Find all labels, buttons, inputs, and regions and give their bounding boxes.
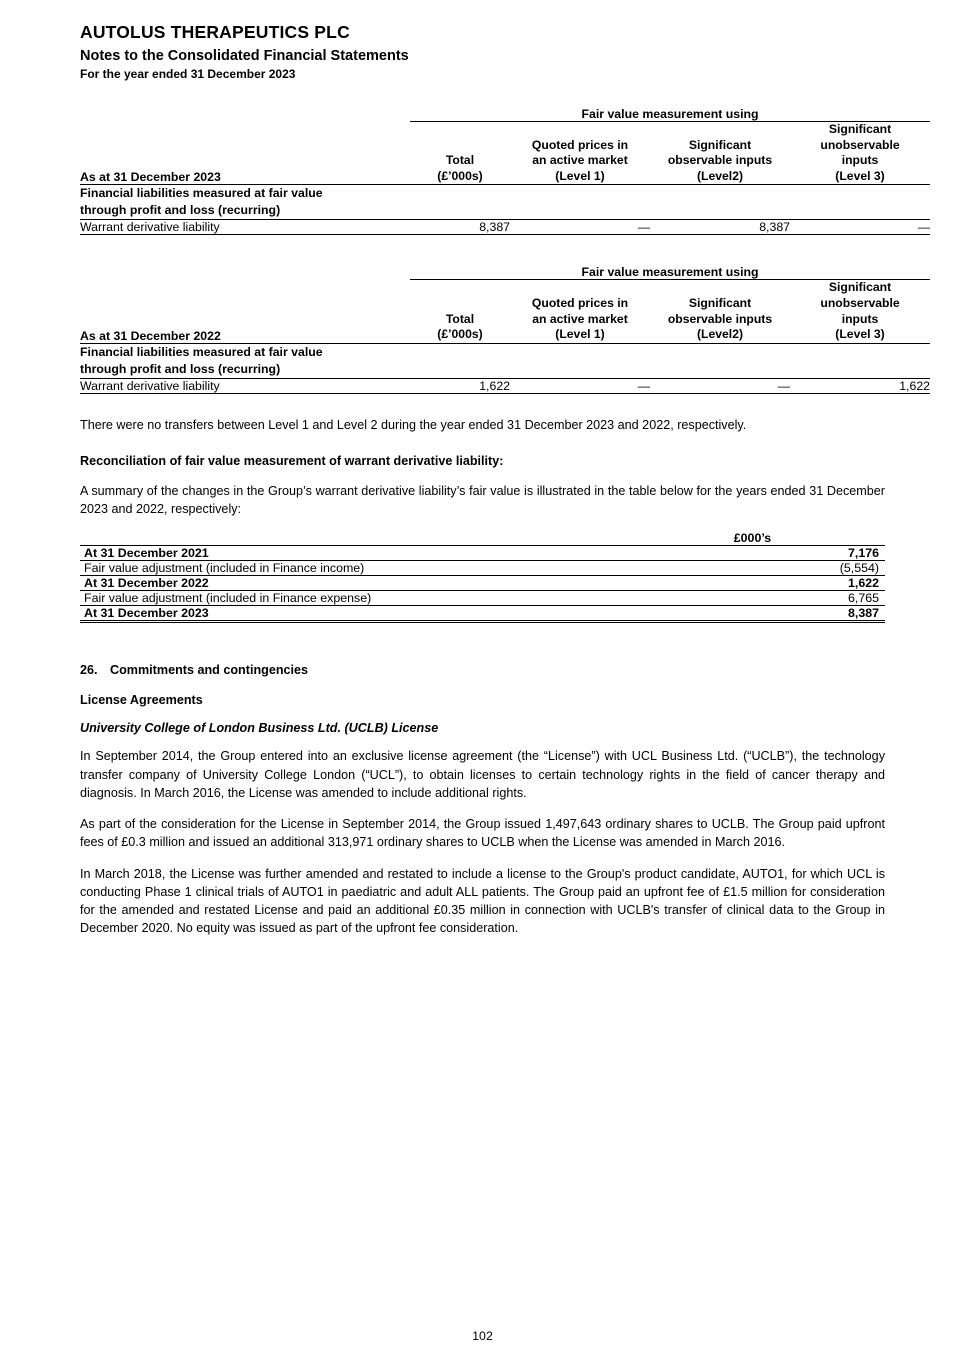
fair-value-table-2022 [80, 265, 930, 393]
row-total: 8,387 [410, 220, 510, 235]
col-level2-line2: observable inputs [667, 311, 773, 326]
category-line1: Financial liabilities measured at fair value [80, 186, 323, 201]
table-row [80, 546, 885, 561]
table-row [80, 531, 885, 546]
col-level2-2023 [650, 122, 790, 185]
col-total-2022 [410, 280, 510, 343]
table-row [80, 280, 930, 343]
col-level1-line3: (Level 1) [555, 168, 605, 183]
row-value: (5,554) [620, 561, 885, 576]
row-label: Fair value adjustment (included in Finance expense) [80, 591, 620, 606]
table-row [80, 107, 930, 122]
reconciliation-table [80, 531, 885, 623]
note-26-heading [80, 663, 885, 677]
uclb-license-heading: University College of London Business Ltd. (UCLB) License [80, 721, 439, 736]
row-level1: — [510, 220, 650, 235]
col-level3-line1: Significant [828, 280, 892, 295]
row-label: Fair value adjustment (included in Finance income) [80, 561, 620, 576]
col-level2-2022 [650, 280, 790, 343]
as-at-label-2022: As at 31 December 2022 [80, 280, 410, 343]
col-level1-line2: an active market [532, 153, 628, 168]
col-total-line2: (£’000s) [437, 168, 483, 183]
col-level3-line2: unobservable [820, 295, 900, 310]
as-at-label-2023: As at 31 December 2023 [80, 122, 410, 185]
category-line2: through profit and loss (recurring) [80, 203, 281, 218]
row-value: 8,387 [620, 606, 885, 622]
category-line1: Financial liabilities measured at fair value [80, 344, 323, 359]
table-row [80, 378, 930, 393]
col-level3-2022 [790, 280, 930, 343]
col-level3-line3: inputs [841, 153, 879, 168]
table-row [80, 220, 930, 235]
col-total-2023 [410, 122, 510, 185]
note-number: 26. [80, 663, 98, 678]
col-level3-line4: (Level 3) [835, 327, 885, 342]
group-header-2022: Fair value measurement using [410, 265, 930, 280]
table-row [80, 576, 885, 591]
table-row [80, 122, 930, 185]
col-total-line1: Total [445, 311, 475, 326]
col-level1-2023 [510, 122, 650, 185]
transfers-note: There were no transfers between Level 1 and Level 2 during the year ended 31 December 2023 and 2022, respectively. [80, 417, 747, 432]
col-level1-line1: Quoted prices in [531, 137, 629, 152]
table-row [80, 265, 930, 280]
note-title: Commitments and contingencies [110, 663, 309, 678]
fair-value-table-2023 [80, 107, 930, 235]
col-level3-line4: (Level 3) [835, 168, 885, 183]
col-level3-line3: inputs [841, 311, 879, 326]
table-row [80, 606, 885, 622]
col-level2-line2: observable inputs [667, 153, 773, 168]
col-level1-line3: (Level 1) [555, 327, 605, 342]
col-total-line1: Total [445, 153, 475, 168]
paragraph: In March 2018, the License was further amended and restated to include a license to the Group's product candidate, AUTO1, for which UCL is conducting Phase 1 clinical trials of AUTO1 in paediatric and adult ALL patients. The Group paid an upfront fee of £1.5 million for consideration for the amended and restated License and paid an additional £0.35 million in connection with UCLB's transfer of clinical data to the Group in December 2020. No equity was issued as part of the upfront fee consideration. [80, 866, 885, 936]
amount-column-header: £000’s [733, 531, 772, 546]
row-label: At 31 December 2021 [80, 546, 620, 561]
paragraph: As part of the consideration for the License in September 2014, the Group issued 1,497,643 ordinary shares to UCLB. The Group paid upfront fees of £0.3 million and issued an additional 313,971 ordinary shares to UCLB when the License was amended in March 2016. [80, 817, 885, 850]
category-line2: through profit and loss (recurring) [80, 361, 281, 376]
col-level1-line1: Quoted prices in [531, 295, 629, 310]
category-label-2023 [80, 185, 930, 220]
page-number: 102 [472, 1329, 493, 1343]
row-label: At 31 December 2023 [80, 606, 620, 622]
category-label-2022 [80, 343, 930, 378]
col-level3-line1: Significant [828, 122, 892, 136]
row-value: 1,622 [620, 576, 885, 591]
col-level2-line3: (Level2) [696, 168, 744, 183]
col-level3-2023 [790, 122, 930, 185]
table-row [80, 561, 885, 576]
row-label: Warrant derivative liability [80, 220, 410, 235]
row-total: 1,622 [410, 378, 510, 393]
paragraph: In September 2014, the Group entered into an exclusive license agreement (the “License”) with UCL Business Ltd. (“UCLB”), the technology transfer company of University College London (“UCL”), to obtain licenses to certain technology rights in the field of cancer therapy and diagnosis. In March 2016, the License was amended to include additional rights. [80, 749, 885, 800]
group-header-2023: Fair value measurement using [410, 107, 930, 122]
company-title: AUTOLUS THERAPEUTICS PLC [80, 22, 350, 42]
row-level1: — [510, 378, 650, 393]
col-level1-line2: an active market [532, 311, 628, 326]
row-level3: 1,622 [790, 378, 930, 393]
col-level2-line3: (Level2) [696, 327, 744, 342]
document-period: For the year ended 31 December 2023 [80, 67, 296, 81]
table-row [80, 591, 885, 606]
license-agreements-heading: License Agreements [80, 693, 203, 708]
col-level2-line1: Significant [688, 295, 752, 310]
reconciliation-heading: Reconciliation of fair value measurement of warrant derivative liability: [80, 453, 504, 468]
col-level3-line2: unobservable [820, 137, 900, 152]
row-level3: — [790, 220, 930, 235]
col-level2-line1: Significant [688, 137, 752, 152]
reconciliation-intro: A summary of the changes in the Group’s warrant derivative liability’s fair value is illustrated in the table below for the years ended 31 December 2023 and 2022, respectively: [80, 483, 885, 516]
row-level2: — [650, 378, 790, 393]
row-label: At 31 December 2022 [80, 576, 620, 591]
document-header [80, 22, 885, 81]
table-row [80, 185, 930, 220]
document-subtitle: Notes to the Consolidated Financial Statements [80, 48, 409, 64]
row-value: 6,765 [620, 591, 885, 606]
row-value: 7,176 [620, 546, 885, 561]
table-row [80, 343, 930, 378]
col-total-line2: (£’000s) [437, 327, 483, 342]
row-label: Warrant derivative liability [80, 378, 410, 393]
row-level2: 8,387 [650, 220, 790, 235]
col-level1-2022 [510, 280, 650, 343]
